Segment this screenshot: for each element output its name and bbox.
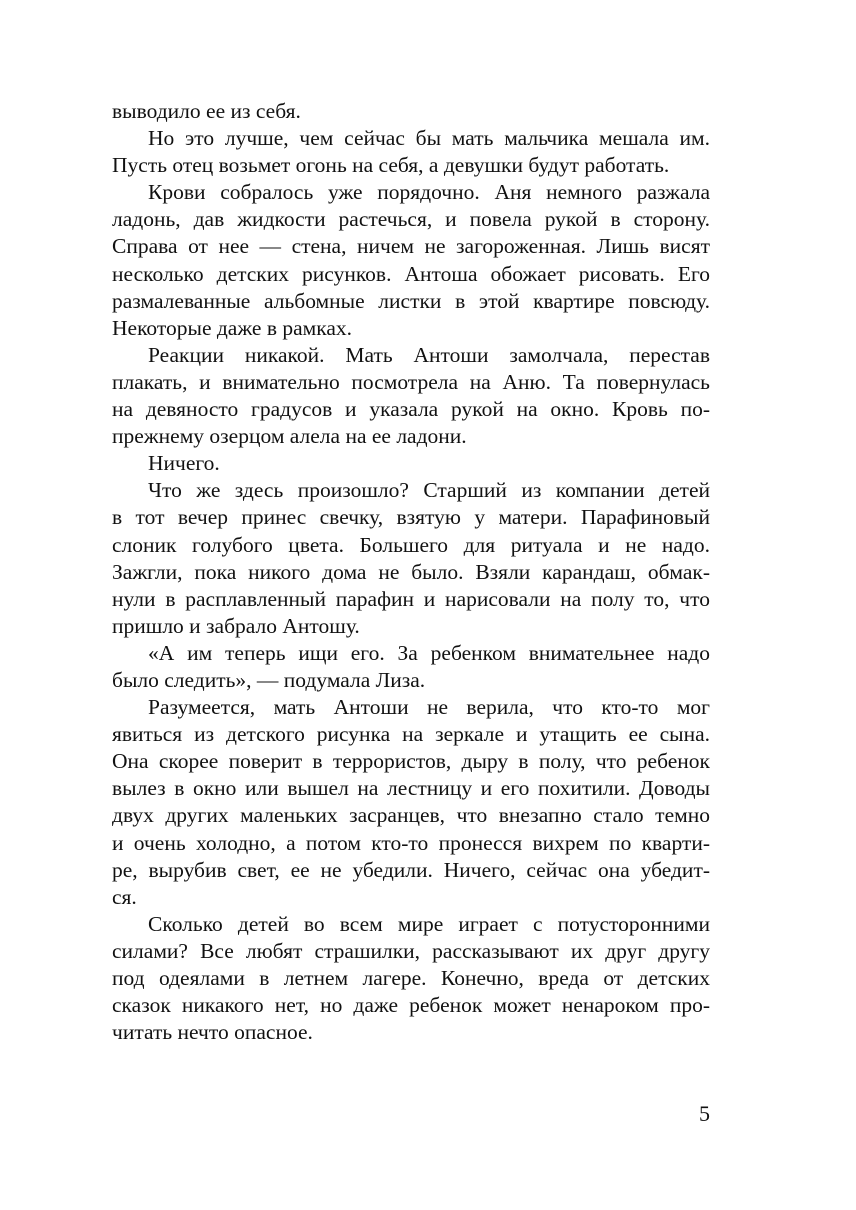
text-line: «А им теперь ищи его. За ребенком внимательнее надо <box>148 640 710 665</box>
text-line: Но это лучше, чем сейчас бы мать мальчика мешала им. <box>148 126 710 151</box>
text-line: размалеванные альбомные листки в этой квартире повсюду. <box>112 288 710 313</box>
text-line: и очень холодно, а потом кто-то пронесся вихрем по кварти- <box>112 830 710 855</box>
text-line: Сколько детей во всем мире играет с потусторонними <box>148 911 710 936</box>
text-line: в тот вечер принес свечку, взятую у матери. Парафиновый <box>112 505 710 530</box>
text-line: Что же здесь произошло? Старший из компании детей <box>148 478 710 503</box>
text-line: несколько детских рисунков. Антоша обожает рисовать. Его <box>112 261 710 286</box>
text-line: явиться из детского рисунка на зеркале и утащить ее сына. <box>112 722 710 747</box>
page-text-block <box>112 98 710 1046</box>
text-line: выводило ее из себя. <box>112 99 301 123</box>
text-line: слоник голубого цвета. Большего для ритуала и не надо. <box>112 532 710 557</box>
text-line: нули в расплавленный парафин и нарисовали на полу то, что <box>112 586 710 611</box>
text-line: Пусть отец возьмет огонь на себя, а девушки будут работать. <box>112 153 670 178</box>
text-line: ладонь, дав жидкости растечься, и повела рукой в сторону. <box>112 207 710 232</box>
text-line: ре, вырубив свет, ее не убедили. Ничего, сейчас она убедит- <box>112 857 710 882</box>
text-line: Ничего. <box>148 451 220 476</box>
text-line: было следить», — подумала Лиза. <box>112 667 426 692</box>
page-number: 5 <box>699 1101 710 1126</box>
text-line: Крови собралось уже порядочно. Аня немного разжала <box>148 180 710 205</box>
text-line: двух других маленьких засранцев, что внезапно стало темно <box>112 803 710 828</box>
text-line: Справа от нее — стена, ничем не загороженная. Лишь висят <box>112 234 710 259</box>
text-line: Реакции никакой. Мать Антоши замолчала, перестав <box>148 342 710 367</box>
text-line: на девяносто градусов и указала рукой на окно. Кровь по- <box>112 397 710 422</box>
text-line: прежнему озерцом алела на ее ладони. <box>112 424 467 449</box>
text-line: Разумеется, мать Антоши не верила, что кто-то мог <box>148 695 710 720</box>
text-line: под одеялами в летнем лагере. Конечно, вреда от детских <box>112 966 710 990</box>
text-line: ся. <box>112 884 137 909</box>
text-line: Зажгли, пока никого дома не было. Взяли карандаш, обмак- <box>112 559 710 584</box>
text-line: силами? Все любят страшилки, рассказывают их друг другу <box>112 938 710 963</box>
text-line: Она скорее поверит в террористов, дыру в полу, что ребенок <box>112 749 710 774</box>
text-line: Некоторые даже в рамках. <box>112 315 353 340</box>
text-line: сказок никакого нет, но даже ребенок может ненароком про- <box>112 993 710 1018</box>
text-line: плакать, и внимательно посмотрела на Аню. Та повернулась <box>112 369 710 394</box>
text-line: пришло и забрало Антошу. <box>112 613 360 638</box>
text-line: вылез в окно или вышел на лестницу и его похитили. Доводы <box>112 776 710 801</box>
text-line: читать нечто опасное. <box>112 1020 313 1045</box>
